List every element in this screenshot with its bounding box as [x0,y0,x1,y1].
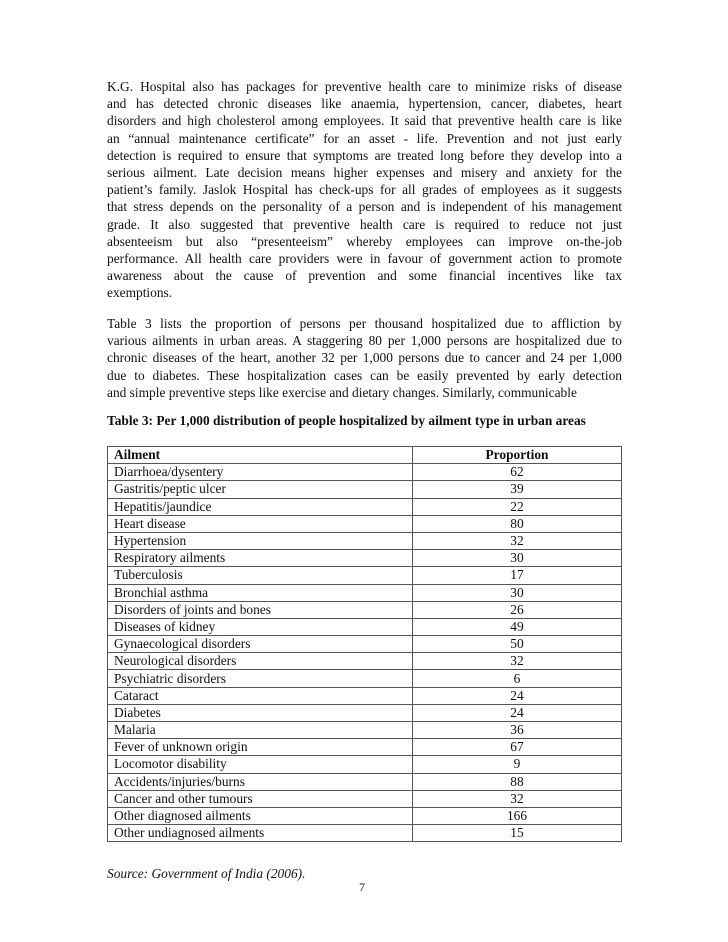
text-line: and simple preventive steps like exercise and dietary changes. Similarly, communicable [107,384,577,400]
proportion-cell: 24 [413,704,622,721]
ailment-cell: Diarrhoea/dysentery [108,464,413,481]
table-row [108,739,622,756]
table-row [108,532,622,549]
table-row [108,807,622,824]
ailment-cell: Bronchial asthma [108,584,413,601]
table-source: Source: Government of India (2006). [107,866,306,881]
proportion-cell: 22 [413,498,622,515]
ailment-cell: Other diagnosed ailments [108,807,413,824]
ailment-cell: Cancer and other tumours [108,790,413,807]
header-proportion: Proportion [413,447,622,464]
table-row [108,636,622,653]
proportion-cell: 39 [413,481,622,498]
proportion-cell: 32 [413,532,622,549]
proportion-cell: 67 [413,739,622,756]
table-row [108,515,622,532]
ailment-cell: Cataract [108,687,413,704]
text-line: K.G. Hospital also has packages for preventive health care to minimize risks of disease [107,79,622,94]
proportion-cell: 50 [413,636,622,653]
proportion-cell: 166 [413,807,622,824]
text-line: an “annual maintenance certificate” for an asset - life. Prevention and not just early [107,130,622,146]
ailment-cell: Psychiatric disorders [108,670,413,687]
table-row [108,567,622,584]
ailment-cell: Respiratory ailments [108,550,413,567]
proportion-cell: 32 [413,653,622,670]
ailment-cell: Diabetes [108,704,413,721]
ailment-cell: Accidents/injuries/burns [108,773,413,790]
text-line: due to diabetes. These hospitalization cases can be easily prevented by early detection [107,367,622,383]
text-line: awareness about the cause of prevention and some financial incentives like tax [107,268,622,284]
table-row [108,464,622,481]
text-line: and has detected chronic diseases like anaemia, hypertension, cancer, diabetes, heart [107,96,622,112]
table-title: Table 3: Per 1,000 distribution of people hospitalized by ailment type in urban areas [107,413,586,428]
ailment-table [107,446,622,842]
text-line: detection is required to ensure that symptoms are treated long before they develop into a [107,147,622,163]
text-line: chronic diseases of the heart, another 32 per 1,000 persons due to cancer and 24 per 1,000 [107,350,622,366]
table-row [108,618,622,635]
text-line: that stress depends on the personality of a person and is independent of his management [107,199,622,215]
table-row [108,687,622,704]
text-line: Table 3 lists the proportion of persons per thousand hospitalized due to affliction by [107,316,622,331]
proportion-cell: 32 [413,790,622,807]
proportion-cell: 24 [413,687,622,704]
paragraph-hospital-packages [107,78,622,301]
ailment-cell: Other undiagnosed ailments [108,825,413,842]
proportion-cell: 30 [413,584,622,601]
ailment-cell: Hypertension [108,532,413,549]
table-row [108,584,622,601]
table-row [108,601,622,618]
text-line: various ailments in urban areas. A staggering 80 per 1,000 persons are hospitalized due to [107,333,622,349]
ailment-cell: Tuberculosis [108,567,413,584]
proportion-cell: 49 [413,618,622,635]
text-line: exemptions. [107,285,173,301]
ailment-cell: Fever of unknown origin [108,739,413,756]
ailment-cell: Locomotor disability [108,756,413,773]
ailment-cell: Diseases of kidney [108,618,413,635]
proportion-cell: 15 [413,825,622,842]
ailment-cell: Gastritis/peptic ulcer [108,481,413,498]
proportion-cell: 88 [413,773,622,790]
proportion-cell: 62 [413,464,622,481]
text-line: serious ailment. Late decision means higher expenses and misery and anxiety for the [107,164,622,180]
table-row [108,773,622,790]
text-line: disorders and high cholesterol among employees. It said that preventive health care is like [107,113,622,129]
ailment-cell: Disorders of joints and bones [108,601,413,618]
table-row [108,653,622,670]
table-row [108,722,622,739]
paragraph-table-intro [107,315,622,401]
header-ailment: Ailment [108,447,413,464]
table-row [108,481,622,498]
ailment-cell: Hepatitis/jaundice [108,498,413,515]
page-number: 7 [359,880,365,894]
table-row [108,498,622,515]
ailment-cell: Neurological disorders [108,653,413,670]
text-line: grade. It also suggested that preventive health care is required to reduce not just [107,216,622,232]
text-line: patient’s family. Jaslok Hospital has check-ups for all grades of employees as it suggests [107,182,622,198]
proportion-cell: 30 [413,550,622,567]
proportion-cell: 9 [413,756,622,773]
table-header-row [108,447,622,464]
text-line: performance. All health care providers were in favour of government action to promote [107,250,622,266]
table-row [108,670,622,687]
proportion-cell: 17 [413,567,622,584]
table-row [108,704,622,721]
ailment-cell: Gynaecological disorders [108,636,413,653]
proportion-cell: 36 [413,722,622,739]
proportion-cell: 26 [413,601,622,618]
table-row [108,550,622,567]
table-row [108,756,622,773]
ailment-cell: Heart disease [108,515,413,532]
proportion-cell: 6 [413,670,622,687]
text-line: absenteeism but also “presenteeism” whereby employees can improve on-the-job [107,233,622,249]
proportion-cell: 80 [413,515,622,532]
ailment-cell: Malaria [108,722,413,739]
table-row [108,825,622,842]
table-row [108,790,622,807]
